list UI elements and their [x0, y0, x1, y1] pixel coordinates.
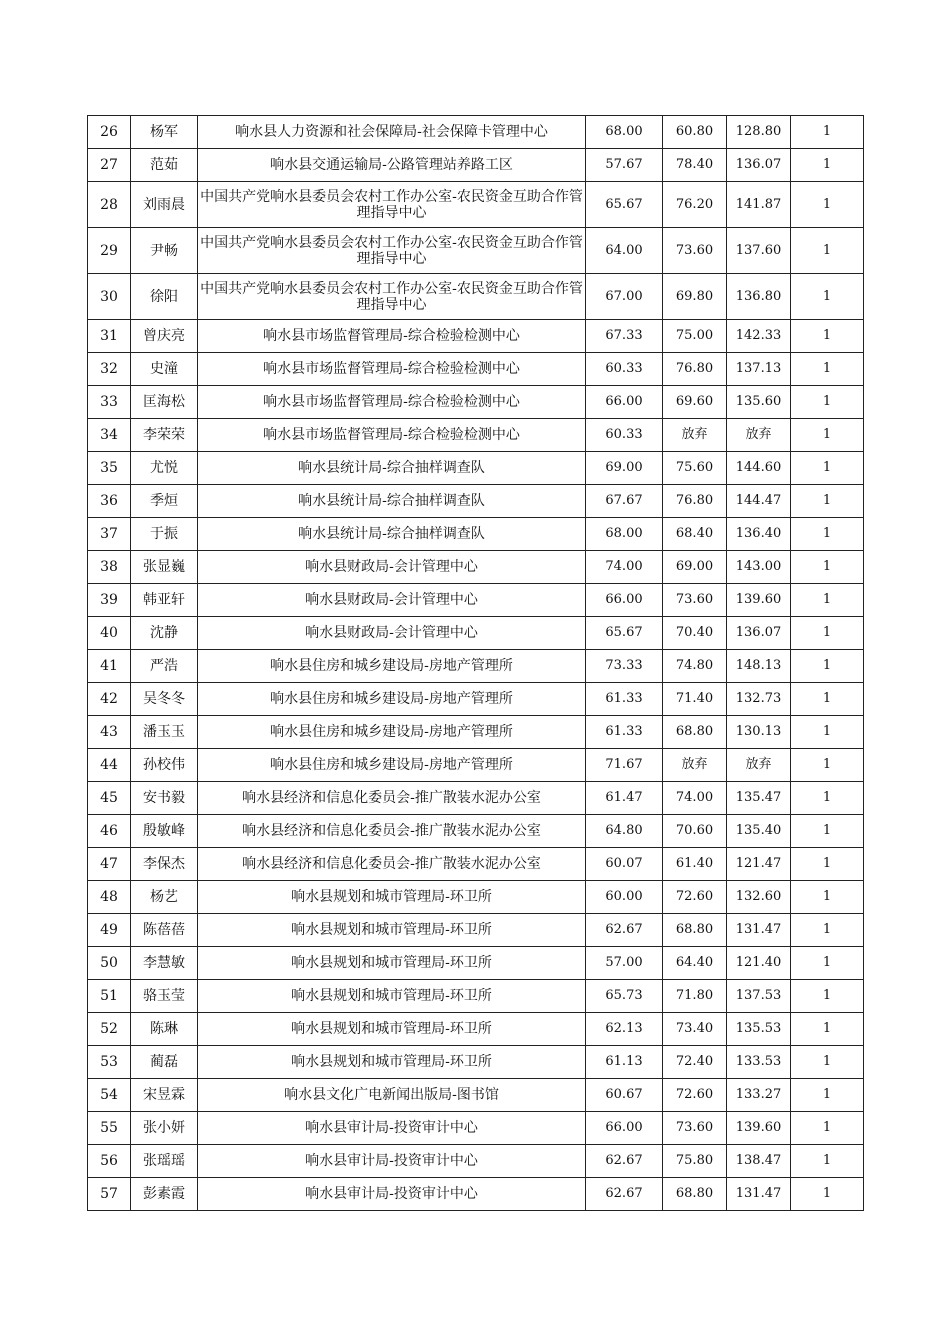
cell-rank: 1	[791, 1046, 864, 1079]
cell-rank: 1	[791, 551, 864, 584]
cell-unit: 响水县规划和城市管理局-环卫所	[198, 1013, 586, 1046]
table-row	[88, 881, 864, 914]
cell-written: 64.00	[586, 228, 663, 274]
cell-name: 吴冬冬	[131, 683, 198, 716]
table-row	[88, 274, 864, 320]
cell-no: 33	[88, 386, 131, 419]
cell-interview: 70.60	[663, 815, 727, 848]
cell-interview: 放弃	[663, 749, 727, 782]
cell-no: 51	[88, 980, 131, 1013]
cell-name: 沈静	[131, 617, 198, 650]
table-row	[88, 1145, 864, 1178]
cell-unit: 中国共产党响水县委员会农村工作办公室-农民资金互助合作管理指导中心	[198, 274, 586, 320]
cell-name: 于振	[131, 518, 198, 551]
cell-written: 60.67	[586, 1079, 663, 1112]
table-row	[88, 485, 864, 518]
cell-name: 李慧敏	[131, 947, 198, 980]
cell-no: 45	[88, 782, 131, 815]
cell-total: 131.47	[727, 1178, 791, 1211]
cell-written: 69.00	[586, 452, 663, 485]
table-row	[88, 320, 864, 353]
cell-total: 144.60	[727, 452, 791, 485]
cell-unit: 响水县审计局-投资审计中心	[198, 1112, 586, 1145]
cell-no: 40	[88, 617, 131, 650]
cell-interview: 75.60	[663, 452, 727, 485]
cell-name: 陈蓓蓓	[131, 914, 198, 947]
cell-no: 54	[88, 1079, 131, 1112]
cell-no: 41	[88, 650, 131, 683]
results-table	[87, 115, 864, 1211]
cell-total: 137.53	[727, 980, 791, 1013]
cell-written: 65.67	[586, 617, 663, 650]
cell-interview: 72.60	[663, 881, 727, 914]
cell-rank: 1	[791, 650, 864, 683]
cell-unit: 响水县统计局-综合抽样调查队	[198, 485, 586, 518]
cell-interview: 75.00	[663, 320, 727, 353]
cell-rank: 1	[791, 980, 864, 1013]
cell-unit: 响水县交通运输局-公路管理站养路工区	[198, 149, 586, 182]
cell-total: 135.47	[727, 782, 791, 815]
cell-name: 范茹	[131, 149, 198, 182]
cell-written: 62.67	[586, 1178, 663, 1211]
cell-no: 57	[88, 1178, 131, 1211]
cell-no: 46	[88, 815, 131, 848]
cell-interview: 71.80	[663, 980, 727, 1013]
table-row	[88, 551, 864, 584]
cell-name: 匡海松	[131, 386, 198, 419]
cell-unit: 响水县市场监督管理局-综合检验检测中心	[198, 419, 586, 452]
cell-unit: 响水县审计局-投资审计中心	[198, 1178, 586, 1211]
cell-interview: 68.80	[663, 914, 727, 947]
table-row	[88, 1178, 864, 1211]
cell-no: 38	[88, 551, 131, 584]
cell-written: 74.00	[586, 551, 663, 584]
cell-rank: 1	[791, 452, 864, 485]
cell-written: 64.80	[586, 815, 663, 848]
cell-written: 60.33	[586, 353, 663, 386]
cell-total: 130.13	[727, 716, 791, 749]
cell-no: 36	[88, 485, 131, 518]
cell-interview: 72.40	[663, 1046, 727, 1079]
cell-unit: 响水县住房和城乡建设局-房地产管理所	[198, 683, 586, 716]
cell-no: 48	[88, 881, 131, 914]
cell-total: 139.60	[727, 584, 791, 617]
cell-rank: 1	[791, 386, 864, 419]
cell-no: 44	[88, 749, 131, 782]
cell-no: 39	[88, 584, 131, 617]
cell-no: 49	[88, 914, 131, 947]
cell-interview: 73.60	[663, 584, 727, 617]
cell-name: 徐阳	[131, 274, 198, 320]
cell-unit: 响水县规划和城市管理局-环卫所	[198, 914, 586, 947]
cell-total: 142.33	[727, 320, 791, 353]
cell-written: 67.67	[586, 485, 663, 518]
cell-rank: 1	[791, 716, 864, 749]
cell-written: 67.33	[586, 320, 663, 353]
cell-unit: 响水县经济和信息化委员会-推广散装水泥办公室	[198, 815, 586, 848]
cell-unit: 中国共产党响水县委员会农村工作办公室-农民资金互助合作管理指导中心	[198, 228, 586, 274]
cell-total: 128.80	[727, 116, 791, 149]
cell-total: 121.40	[727, 947, 791, 980]
table-row	[88, 353, 864, 386]
cell-no: 28	[88, 182, 131, 228]
cell-no: 53	[88, 1046, 131, 1079]
cell-unit: 响水县市场监督管理局-综合检验检测中心	[198, 320, 586, 353]
cell-name: 张瑶瑶	[131, 1145, 198, 1178]
cell-unit: 响水县经济和信息化委员会-推广散装水泥办公室	[198, 782, 586, 815]
table-row	[88, 149, 864, 182]
cell-rank: 1	[791, 485, 864, 518]
cell-total: 放弃	[727, 419, 791, 452]
cell-total: 121.47	[727, 848, 791, 881]
cell-total: 143.00	[727, 551, 791, 584]
cell-written: 66.00	[586, 1112, 663, 1145]
cell-written: 62.67	[586, 914, 663, 947]
cell-interview: 72.60	[663, 1079, 727, 1112]
cell-written: 65.67	[586, 182, 663, 228]
cell-interview: 76.80	[663, 485, 727, 518]
cell-rank: 1	[791, 149, 864, 182]
cell-no: 27	[88, 149, 131, 182]
cell-name: 孙校伟	[131, 749, 198, 782]
cell-rank: 1	[791, 320, 864, 353]
table-row	[88, 650, 864, 683]
cell-name: 彭素霞	[131, 1178, 198, 1211]
cell-unit: 响水县规划和城市管理局-环卫所	[198, 881, 586, 914]
cell-name: 严浩	[131, 650, 198, 683]
cell-interview: 61.40	[663, 848, 727, 881]
cell-total: 131.47	[727, 914, 791, 947]
cell-name: 李保杰	[131, 848, 198, 881]
cell-written: 61.33	[586, 683, 663, 716]
cell-no: 52	[88, 1013, 131, 1046]
cell-no: 31	[88, 320, 131, 353]
cell-name: 陈琳	[131, 1013, 198, 1046]
cell-rank: 1	[791, 1079, 864, 1112]
table-row	[88, 947, 864, 980]
cell-unit: 响水县住房和城乡建设局-房地产管理所	[198, 749, 586, 782]
cell-unit: 响水县财政局-会计管理中心	[198, 584, 586, 617]
cell-interview: 70.40	[663, 617, 727, 650]
cell-name: 曾庆亮	[131, 320, 198, 353]
cell-no: 26	[88, 116, 131, 149]
cell-unit: 响水县财政局-会计管理中心	[198, 617, 586, 650]
cell-rank: 1	[791, 881, 864, 914]
table-row	[88, 584, 864, 617]
cell-interview: 75.80	[663, 1145, 727, 1178]
table-row	[88, 914, 864, 947]
cell-rank: 1	[791, 617, 864, 650]
table-row	[88, 815, 864, 848]
cell-name: 潘玉玉	[131, 716, 198, 749]
cell-total: 135.40	[727, 815, 791, 848]
cell-unit: 响水县规划和城市管理局-环卫所	[198, 947, 586, 980]
cell-rank: 1	[791, 182, 864, 228]
cell-total: 135.53	[727, 1013, 791, 1046]
cell-rank: 1	[791, 584, 864, 617]
cell-interview: 78.40	[663, 149, 727, 182]
cell-interview: 69.60	[663, 386, 727, 419]
cell-written: 60.33	[586, 419, 663, 452]
cell-interview: 76.80	[663, 353, 727, 386]
table-row	[88, 116, 864, 149]
cell-written: 71.67	[586, 749, 663, 782]
cell-interview: 69.00	[663, 551, 727, 584]
table-row	[88, 617, 864, 650]
cell-total: 136.80	[727, 274, 791, 320]
cell-interview: 68.80	[663, 1178, 727, 1211]
cell-interview: 73.60	[663, 228, 727, 274]
cell-unit: 响水县财政局-会计管理中心	[198, 551, 586, 584]
cell-no: 55	[88, 1112, 131, 1145]
cell-unit: 响水县规划和城市管理局-环卫所	[198, 1046, 586, 1079]
cell-no: 50	[88, 947, 131, 980]
cell-interview: 69.80	[663, 274, 727, 320]
table-row	[88, 716, 864, 749]
cell-total: 136.40	[727, 518, 791, 551]
cell-total: 148.13	[727, 650, 791, 683]
cell-rank: 1	[791, 274, 864, 320]
cell-no: 43	[88, 716, 131, 749]
cell-written: 61.33	[586, 716, 663, 749]
cell-unit: 中国共产党响水县委员会农村工作办公室-农民资金互助合作管理指导中心	[198, 182, 586, 228]
cell-written: 61.13	[586, 1046, 663, 1079]
cell-interview: 76.20	[663, 182, 727, 228]
cell-name: 史潼	[131, 353, 198, 386]
cell-no: 34	[88, 419, 131, 452]
cell-total: 137.60	[727, 228, 791, 274]
table-row	[88, 228, 864, 274]
cell-unit: 响水县住房和城乡建设局-房地产管理所	[198, 716, 586, 749]
results-table-body	[88, 116, 864, 1211]
cell-rank: 1	[791, 914, 864, 947]
cell-written: 62.13	[586, 1013, 663, 1046]
cell-written: 57.00	[586, 947, 663, 980]
cell-total: 135.60	[727, 386, 791, 419]
cell-rank: 1	[791, 1013, 864, 1046]
table-row	[88, 683, 864, 716]
cell-written: 60.07	[586, 848, 663, 881]
cell-unit: 响水县市场监督管理局-综合检验检测中心	[198, 353, 586, 386]
table-row	[88, 1046, 864, 1079]
cell-rank: 1	[791, 518, 864, 551]
cell-name: 韩亚轩	[131, 584, 198, 617]
cell-written: 66.00	[586, 386, 663, 419]
cell-rank: 1	[791, 782, 864, 815]
cell-unit: 响水县住房和城乡建设局-房地产管理所	[198, 650, 586, 683]
table-row	[88, 1079, 864, 1112]
cell-written: 61.47	[586, 782, 663, 815]
cell-rank: 1	[791, 228, 864, 274]
table-row	[88, 782, 864, 815]
cell-name: 李荣荣	[131, 419, 198, 452]
cell-name: 殷敏峰	[131, 815, 198, 848]
cell-name: 杨军	[131, 116, 198, 149]
cell-name: 安书毅	[131, 782, 198, 815]
cell-unit: 响水县人力资源和社会保障局-社会保障卡管理中心	[198, 116, 586, 149]
table-row	[88, 1013, 864, 1046]
cell-interview: 73.60	[663, 1112, 727, 1145]
cell-unit: 响水县经济和信息化委员会-推广散装水泥办公室	[198, 848, 586, 881]
cell-interview: 73.40	[663, 1013, 727, 1046]
cell-rank: 1	[791, 749, 864, 782]
cell-total: 放弃	[727, 749, 791, 782]
cell-total: 133.27	[727, 1079, 791, 1112]
cell-name: 张显巍	[131, 551, 198, 584]
table-row	[88, 848, 864, 881]
cell-name: 刘雨晨	[131, 182, 198, 228]
cell-unit: 响水县统计局-综合抽样调查队	[198, 518, 586, 551]
cell-rank: 1	[791, 947, 864, 980]
cell-total: 139.60	[727, 1112, 791, 1145]
cell-written: 60.00	[586, 881, 663, 914]
cell-rank: 1	[791, 116, 864, 149]
cell-unit: 响水县规划和城市管理局-环卫所	[198, 980, 586, 1013]
cell-total: 136.07	[727, 617, 791, 650]
cell-written: 65.73	[586, 980, 663, 1013]
table-row	[88, 386, 864, 419]
table-row	[88, 749, 864, 782]
cell-total: 132.60	[727, 881, 791, 914]
table-row	[88, 1112, 864, 1145]
cell-unit: 响水县统计局-综合抽样调查队	[198, 452, 586, 485]
table-row	[88, 182, 864, 228]
cell-rank: 1	[791, 1178, 864, 1211]
cell-no: 32	[88, 353, 131, 386]
table-row	[88, 419, 864, 452]
cell-unit: 响水县文化广电新闻出版局-图书馆	[198, 1079, 586, 1112]
cell-name: 宋昱霖	[131, 1079, 198, 1112]
cell-written: 73.33	[586, 650, 663, 683]
cell-written: 66.00	[586, 584, 663, 617]
cell-no: 29	[88, 228, 131, 274]
cell-rank: 1	[791, 683, 864, 716]
cell-interview: 60.80	[663, 116, 727, 149]
cell-no: 35	[88, 452, 131, 485]
cell-rank: 1	[791, 353, 864, 386]
cell-no: 37	[88, 518, 131, 551]
cell-name: 杨艺	[131, 881, 198, 914]
cell-rank: 1	[791, 419, 864, 452]
cell-name: 尹畅	[131, 228, 198, 274]
cell-rank: 1	[791, 848, 864, 881]
cell-total: 133.53	[727, 1046, 791, 1079]
cell-total: 141.87	[727, 182, 791, 228]
cell-written: 68.00	[586, 518, 663, 551]
cell-total: 138.47	[727, 1145, 791, 1178]
cell-interview: 64.40	[663, 947, 727, 980]
cell-interview: 71.40	[663, 683, 727, 716]
cell-total: 144.47	[727, 485, 791, 518]
cell-name: 蔺磊	[131, 1046, 198, 1079]
cell-total: 132.73	[727, 683, 791, 716]
table-row	[88, 518, 864, 551]
cell-no: 47	[88, 848, 131, 881]
cell-rank: 1	[791, 815, 864, 848]
cell-no: 56	[88, 1145, 131, 1178]
table-row	[88, 980, 864, 1013]
cell-name: 张小妍	[131, 1112, 198, 1145]
cell-written: 68.00	[586, 116, 663, 149]
table-row	[88, 452, 864, 485]
cell-interview: 74.80	[663, 650, 727, 683]
cell-written: 57.67	[586, 149, 663, 182]
cell-unit: 响水县审计局-投资审计中心	[198, 1145, 586, 1178]
cell-interview: 74.00	[663, 782, 727, 815]
cell-rank: 1	[791, 1145, 864, 1178]
cell-total: 136.07	[727, 149, 791, 182]
cell-name: 季烜	[131, 485, 198, 518]
cell-written: 67.00	[586, 274, 663, 320]
cell-no: 42	[88, 683, 131, 716]
cell-interview: 68.80	[663, 716, 727, 749]
cell-rank: 1	[791, 1112, 864, 1145]
cell-written: 62.67	[586, 1145, 663, 1178]
cell-unit: 响水县市场监督管理局-综合检验检测中心	[198, 386, 586, 419]
cell-interview: 68.40	[663, 518, 727, 551]
cell-total: 137.13	[727, 353, 791, 386]
cell-interview: 放弃	[663, 419, 727, 452]
cell-no: 30	[88, 274, 131, 320]
cell-name: 骆玉莹	[131, 980, 198, 1013]
cell-name: 尤悦	[131, 452, 198, 485]
